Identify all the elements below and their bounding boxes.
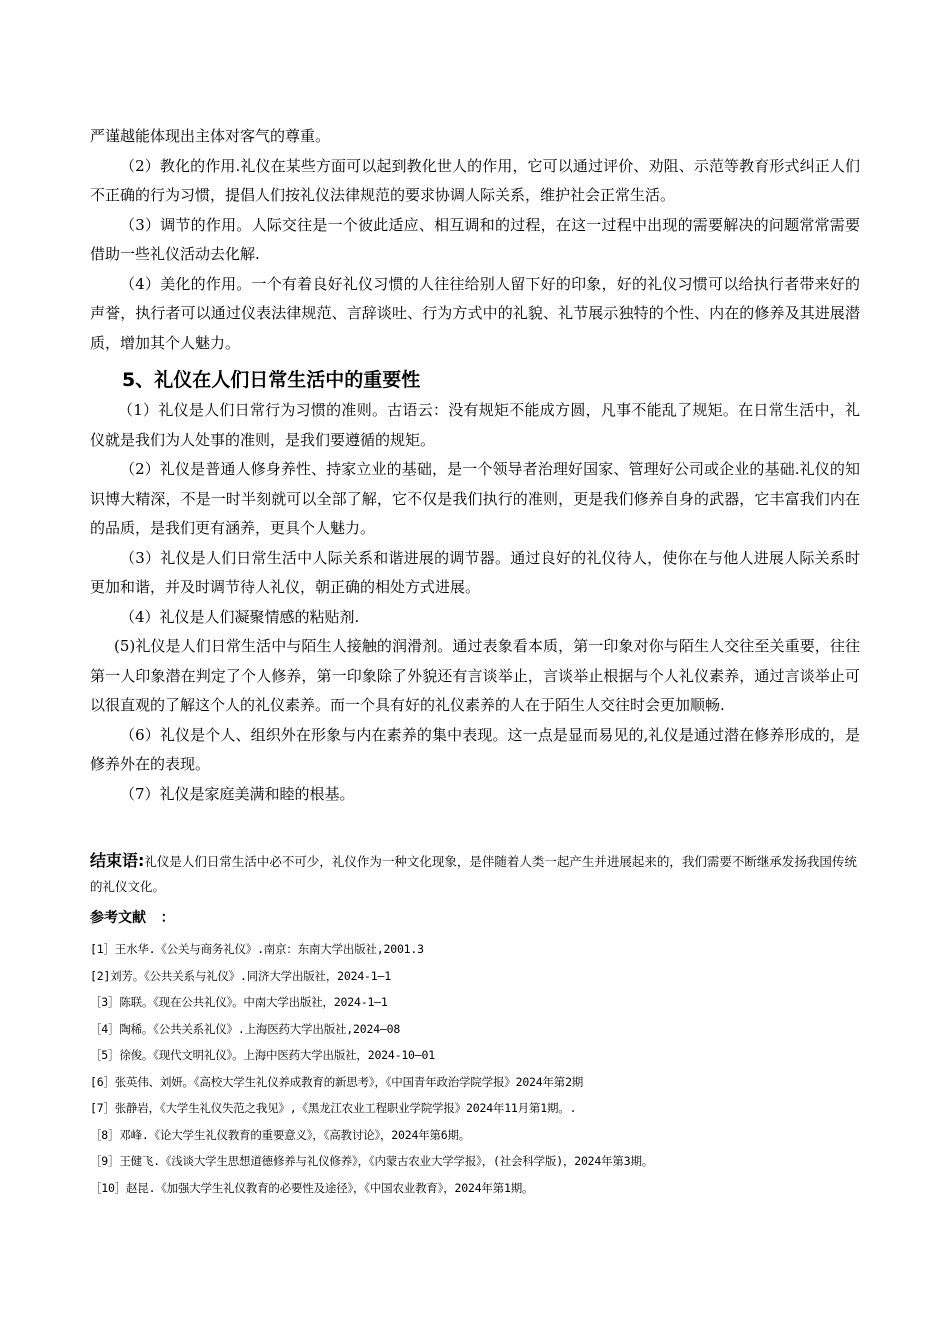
paragraph-importance-3: （3）礼仪是人们日常生活中人际关系和谐进展的调节器。通过良好的礼仪待人，使你在与他人进展人际关系时更加和谐，并及时调节待人礼仪，朝正确的相处方式进展。 (90, 548, 860, 596)
importance-paragraphs (90, 396, 860, 809)
reference-item: ［10］赵昆.《加强大学生礼仪教育的必要性及途径》，《中国农业教育》，2024年第1期。 (90, 1180, 534, 1195)
reference-item: ［9］王健飞.《浅谈大学生思想道德修养与礼仪修养》，《内蒙古农业大学学报》，(社会科学版)，2024年第3期。 (90, 1154, 654, 1168)
paragraph-intro-end: 严谨越能体现出主体对客气的尊重。 (90, 127, 331, 145)
reference-item: [1］王水华.《公关与商务礼仪》.南京：东南大学出版社,2001.3 (90, 942, 424, 956)
references-heading: 参考文献 ： (90, 910, 175, 926)
reference-item: [2]刘芳。《公共关系与礼仪》.同济大学出版社，2024-1—1 (90, 968, 391, 983)
reference-item: ［5］徐俊。《现代文明礼仪》。上海中医药大学出版社，2024-10—01 (90, 1048, 435, 1062)
references-list (90, 936, 870, 1201)
paragraph-importance-6: （6）礼仪是个人、组织外在形象与内在素养的集中表现。这一点是显而易见的,礼仪是通过潜在修养形成的，是修养外在的表现。 (90, 725, 860, 773)
conclusion-label: 结束语: (90, 851, 145, 870)
reference-item: ［4］陶稀。《公共关系礼仪》.上海医药大学出版社,2024—08 (90, 1021, 401, 1036)
paragraph-beauty-role: （4）美化的作用。一个有着良好礼仪习惯的人往往给别人留下好的印象，好的礼仪习惯可以给执行者带来好的声誉，执行者可以通过仪表法律规范、言辞谈吐、行为方式中的礼貌、礼节展示独特的个性、内在的修养及其进展潜质，增加其个人魅力。 (90, 274, 860, 352)
section-heading: 5、礼仪在人们日常生活中的重要性 (122, 369, 421, 391)
reference-item: ［3］陈联。《现在公共礼仪》。中南大学出版社，2024-1—1 (90, 995, 388, 1009)
conclusion-text: 礼仪是人们日常生活中必不可少，礼仪作为一种文化现象，是伴随着人类一起产生并进展起来的，我们需要不断继承发扬我国传统的礼仪文化。 (90, 854, 857, 894)
paragraph-importance-7: （7）礼仪是家庭美满和睦的根基。 (120, 784, 355, 803)
paragraph-importance-4: （4）礼仪是人们凝聚情感的粘贴剂. (120, 607, 360, 626)
paragraph-importance-1: （1）礼仪是人们日常行为习惯的准则。古语云：没有规矩不能成方圆，凡事不能乱了规矩。在日常生活中，礼仪就是我们为人处事的准则，是我们要遵循的规矩。 (90, 401, 860, 449)
paragraph-adjust-role: （3）调节的作用。人际交往是一个彼此适应、相互调和的过程，在这一过程中出现的需要解决的问题常常需要借助一些礼仪活动去化解. (90, 215, 860, 263)
conclusion (90, 848, 860, 899)
paragraph-education-role: （2）教化的作用.礼仪在某些方面可以起到教化世人的作用，它可以通过评价、劝阻、示范等教育形式纠正人们不正确的行为习惯，提倡人们按礼仪法律规范的要求协调人际关系，维护社会正常生活。 (90, 156, 860, 204)
reference-item: ［8］邓峰.《论大学生礼仪教育的重要意义》，《高教讨论》，2024年第6期。 (90, 1127, 471, 1142)
reference-item: [7］张静岩，《大学生礼仪失范之我见》,《黑龙江农业工程职业学院学报》2024年11月第1期。. (90, 1101, 577, 1115)
role-paragraphs (90, 122, 860, 358)
reference-item: [6］张英伟、刘妍。《高校大学生礼仪养成教育的新思考》，《中国青年政治学院学报》2024年第2期 (90, 1074, 584, 1089)
paragraph-importance-2: （2）礼仪是普通人修身养性、持家立业的基础，是一个领导者治理好国家、管理好公司或企业的基础.礼仪的知识博大精深，不是一时半刻就可以全部了解，它不仅是我们执行的准则，更是我们修养自身的武器，它丰富我们内在的品质，是我们更有涵养，更具个人魅力。 (90, 460, 860, 537)
paragraph-importance-5: (5)礼仪是人们日常生活中与陌生人接触的润滑剂。通过表象看本质，第一印象对你与陌生人交往至关重要，往往第一人印象潜在判定了个人修养，第一印象除了外貌还有言谈举止，言谈举止根据与个人礼仪素养，通过言谈举止可以很直观的了解这个人的礼仪素养。而一个具有好的礼仪素养的人在于陌生人交往时会更加顺畅. (90, 637, 860, 714)
